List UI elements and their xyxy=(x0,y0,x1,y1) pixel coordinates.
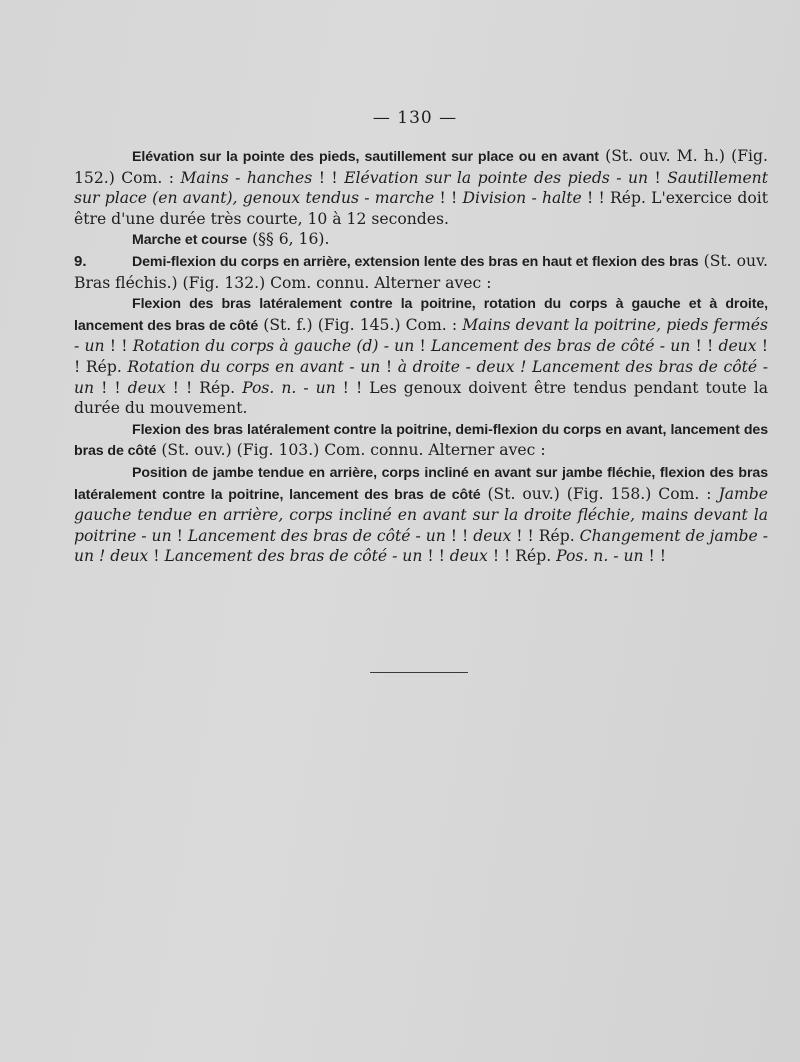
command-text: Lancement des bras de côté - un xyxy=(430,337,691,356)
text-run: (St. ouv. M. h.) (Fig. 152.) Com. : xyxy=(74,147,768,187)
command-text: Sautillement sur place (en avant), genoux tendus - marche xyxy=(74,168,768,208)
command-text: Mains devant la poitrine, pieds fermés - un xyxy=(74,315,768,356)
command-text: deux xyxy=(473,526,512,545)
text-run: (St. f.) (Fig. 145.) Com. : xyxy=(258,315,463,334)
text-run: ! ! Rép. L'exercice doit être d'une durée très courte, 10 à 12 secondes. xyxy=(74,189,769,228)
paragraph-jambe xyxy=(74,462,768,567)
text-run: ! ! xyxy=(422,547,450,566)
text-run: ! ! Rép. xyxy=(74,337,769,376)
text-run: ! xyxy=(414,337,431,356)
command-text: Rotation du corps à gauche (d) - un xyxy=(132,337,415,356)
body-text xyxy=(74,146,768,567)
command-text: deux xyxy=(127,378,166,397)
text-run: ! xyxy=(380,357,398,376)
command-text: deux xyxy=(110,547,149,566)
text-run: ! ! xyxy=(104,337,133,356)
command-text: à droite - deux ! xyxy=(397,357,527,376)
command-text: Lancement des bras de côté - un xyxy=(74,357,768,397)
command-text: Division - halte xyxy=(462,189,582,208)
paragraph-marche xyxy=(74,229,768,251)
command-text: Lancement des bras de côté - un xyxy=(187,526,446,545)
exercise-title: Marche et course xyxy=(132,232,248,249)
paragraph-elevation xyxy=(74,146,768,229)
command-text: Rotation du corps en avant - un xyxy=(127,357,381,376)
exercise-title: Elévation sur la pointe des pieds, sautillement sur place ou en avant xyxy=(132,149,599,165)
exercise-title: Flexion des bras latéralement contre la poitrine, demi-flexion du corps en avant, lancement des bras de côté xyxy=(74,421,768,460)
paragraph-9 xyxy=(74,251,768,293)
command-text: Mains - hanches xyxy=(180,168,313,187)
command-text: Jambe gauche tendue en arrière, corps incliné en avant sur la droite fléchie, mains devant la poitrine - un xyxy=(74,484,768,545)
page-number: — 130 — xyxy=(372,108,458,128)
text-run: (§§ 6, 16). xyxy=(247,230,330,249)
text-run: ! ! Rép. xyxy=(511,526,580,545)
command-text: Pos. n. - un xyxy=(242,378,336,397)
text-run: ! ! xyxy=(94,378,128,397)
text-run: ! xyxy=(171,526,188,545)
text-run: ! ! xyxy=(434,189,463,208)
text-run: ! ! xyxy=(445,526,474,545)
text-run: ! ! xyxy=(690,337,719,356)
text-run: ! ! Rép. xyxy=(165,378,243,397)
text-run: ! ! xyxy=(643,547,667,566)
command-text: Lancement des bras de côté - un xyxy=(164,547,423,566)
lesson-number: 9. xyxy=(74,252,87,270)
section-divider xyxy=(370,672,468,673)
exercise-title: Position de jambe tendue en arrière, corps incliné en avant sur jambe fléchie, flexion des bras latéralement contre la poitrine, lancement des bras de côté xyxy=(74,464,768,503)
text-run: (St. ouv.) (Fig. 103.) Com. connu. Alterner avec : xyxy=(156,441,546,460)
text-run: ! ! xyxy=(312,168,345,187)
command-text: deux xyxy=(449,547,488,566)
exercise-title: Demi-flexion du corps en arrière, extension lente des bras en haut et flexion des bras xyxy=(132,253,699,270)
text-run: ! ! Les genoux doivent être tendus pendant toute la durée du mouvement. xyxy=(74,378,769,418)
command-text: Pos. n. - un xyxy=(556,547,644,566)
paragraph-rotation xyxy=(74,293,768,419)
command-text: Changement de jambe - un ! xyxy=(74,526,769,566)
text-run: (St. ouv. Bras fléchis.) (Fig. 132.) Com. connu. Alterner avec : xyxy=(74,251,768,292)
text-run: ! xyxy=(648,168,668,187)
command-text: Elévation sur la pointe des pieds - un xyxy=(344,168,649,187)
text-run: ! xyxy=(148,547,165,566)
paragraph-demi-flexion xyxy=(74,419,768,462)
text-run: ! ! Rép. xyxy=(487,547,557,566)
text-run: (St. ouv.) (Fig. 158.) Com. : xyxy=(480,484,719,503)
exercise-title: Flexion des bras latéralement contre la poitrine, rotation du corps à gauche et à droite, lancement des bras de côté xyxy=(74,296,768,334)
command-text: deux xyxy=(718,337,757,356)
